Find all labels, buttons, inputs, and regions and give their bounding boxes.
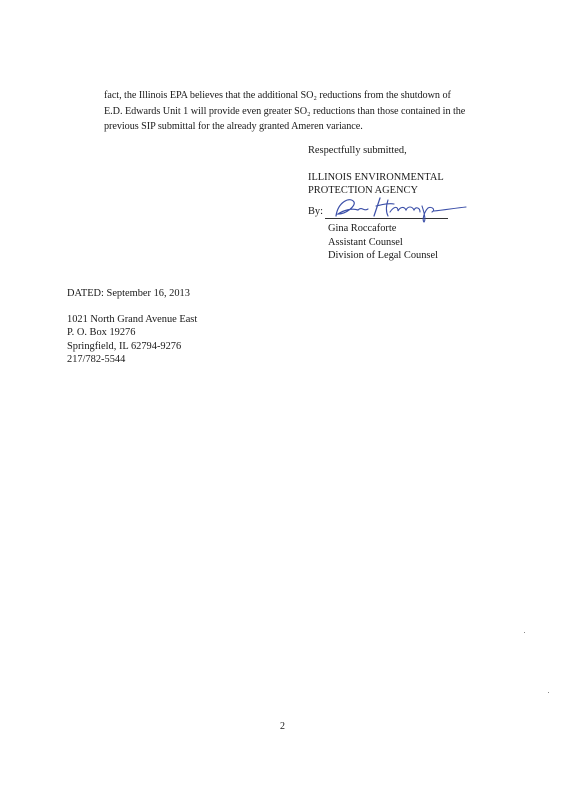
body-line-3: previous SIP submittal for the already granted Ameren variance. <box>104 121 363 132</box>
body-line-2: E.D. Edwards Unit 1 will provide even greater SO₂ reductions than those contained in the <box>104 105 466 117</box>
by-label: By: <box>308 206 324 217</box>
dated-line: DATED: September 16, 2013 <box>67 288 190 299</box>
closing-salutation: Respectfully submitted, <box>308 145 407 156</box>
signer-name: Gina Roccaforte <box>328 223 397 234</box>
closing-spacer <box>308 157 444 171</box>
page-number: 2 <box>280 721 285 732</box>
signer-title: Assistant Counsel <box>328 236 403 248</box>
body-paragraph <box>104 88 524 135</box>
address-block <box>67 313 197 366</box>
signer-division: Division of Legal Counsel <box>328 250 438 261</box>
signature-row <box>308 200 468 224</box>
handwritten-signature <box>328 192 468 224</box>
scan-speck <box>524 632 525 633</box>
address-phone: 217/782-5544 <box>67 353 126 365</box>
scan-speck <box>548 692 549 693</box>
agency-name-line-2: PROTECTION AGENCY <box>308 185 418 196</box>
body-line-1: fact, the Illinois EPA believes that the additional SO₂ reductions from the shutdown of <box>104 90 451 101</box>
address-city-state-zip: Springfield, IL 62794-9276 <box>67 340 182 352</box>
agency-name-line-1: ILLINOIS ENVIRONMENTAL <box>308 172 444 183</box>
signer-block <box>328 222 438 263</box>
address-street: 1021 North Grand Avenue East <box>67 314 198 325</box>
address-po-box: P. O. Box 19276 <box>67 327 136 339</box>
closing-block <box>308 144 444 197</box>
